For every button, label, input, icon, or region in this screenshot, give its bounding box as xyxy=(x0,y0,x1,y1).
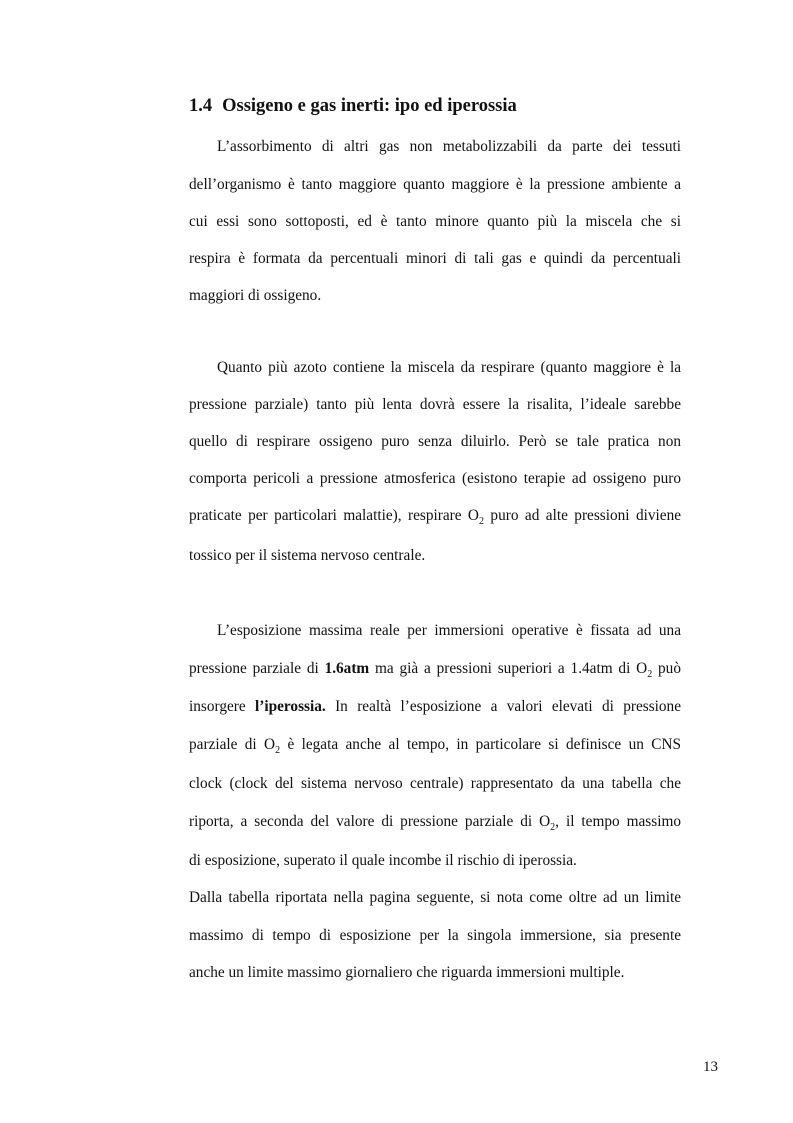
paragraph-3-line: riporta, a seconda del valore di pressione parziale di $O_2$, il tempo massimo xyxy=(189,813,681,833)
paragraph-1-line: respira è formata da percentuali minori di tali gas e quindi da percentuali xyxy=(189,250,681,267)
section-number: 1.4 xyxy=(189,96,213,116)
paragraph-3-line: pressione parziale di 1.6atm ma già a pressioni superiori a 1.4atm di $O_2$ può xyxy=(189,660,681,680)
paragraph-4-line: Dalla tabella riportata nella pagina seguente, si nota come oltre ad un limite xyxy=(189,889,681,906)
paragraph-3-line: parziale di $O_2$ è legata anche al tempo, in particolare si definisce un CNS xyxy=(189,736,681,756)
paragraph-3-line: di esposizione, superato il quale incombe il rischio di iperossia. xyxy=(189,852,577,869)
paragraph-4-line: anche un limite massimo giornaliero che riguarda immersioni multiple. xyxy=(189,964,625,981)
section-heading xyxy=(189,94,517,118)
paragraph-3-line: clock (clock del sistema nervoso centrale) rappresentato da una tabella che xyxy=(189,775,681,792)
paragraph-3-line: L’esposizione massima reale per immersioni operative è fissata ad una xyxy=(217,622,681,639)
paragraph-2-line: comporta pericoli a pressione atmosferica (esistono terapie ad ossigeno puro xyxy=(189,470,681,487)
page-number: 13 xyxy=(703,1059,718,1075)
paragraph-2-line: praticate per particolari malattie), respirare $O_2$ puro ad alte pressioni diviene xyxy=(189,507,682,527)
paragraph-2-line: quello di respirare ossigeno puro senza diluirlo. Però se tale pratica non xyxy=(189,433,681,450)
paragraph-4-line: massimo di tempo di esposizione per la singola immersione, sia presente xyxy=(189,927,681,944)
paragraph-1-line: dell’organismo è tanto maggiore quanto maggiore è la pressione ambiente a xyxy=(189,176,681,193)
paragraph-1-line: L’assorbimento di altri gas non metabolizzabili da parte dei tessuti xyxy=(217,138,681,155)
paragraph-2-line: Quanto più azoto contiene la miscela da respirare (quanto maggiore è la xyxy=(217,359,681,376)
paragraph-3-line: insorgere l’iperossia. In realtà l’esposizione a valori elevati di pressione xyxy=(189,698,681,715)
paragraph-2-line: tossico per il sistema nervoso centrale. xyxy=(189,547,426,564)
paragraph-1-line: maggiori di ossigeno. xyxy=(189,287,322,304)
paragraph-1-line: cui essi sono sottoposti, ed è tanto minore quanto più la miscela che si xyxy=(189,213,681,230)
paragraph-2-line: pressione parziale) tanto più lenta dovrà essere la risalita, l’ideale sarebbe xyxy=(189,396,681,413)
section-title: Ossigeno e gas inerti: ipo ed iperossia xyxy=(222,96,517,116)
